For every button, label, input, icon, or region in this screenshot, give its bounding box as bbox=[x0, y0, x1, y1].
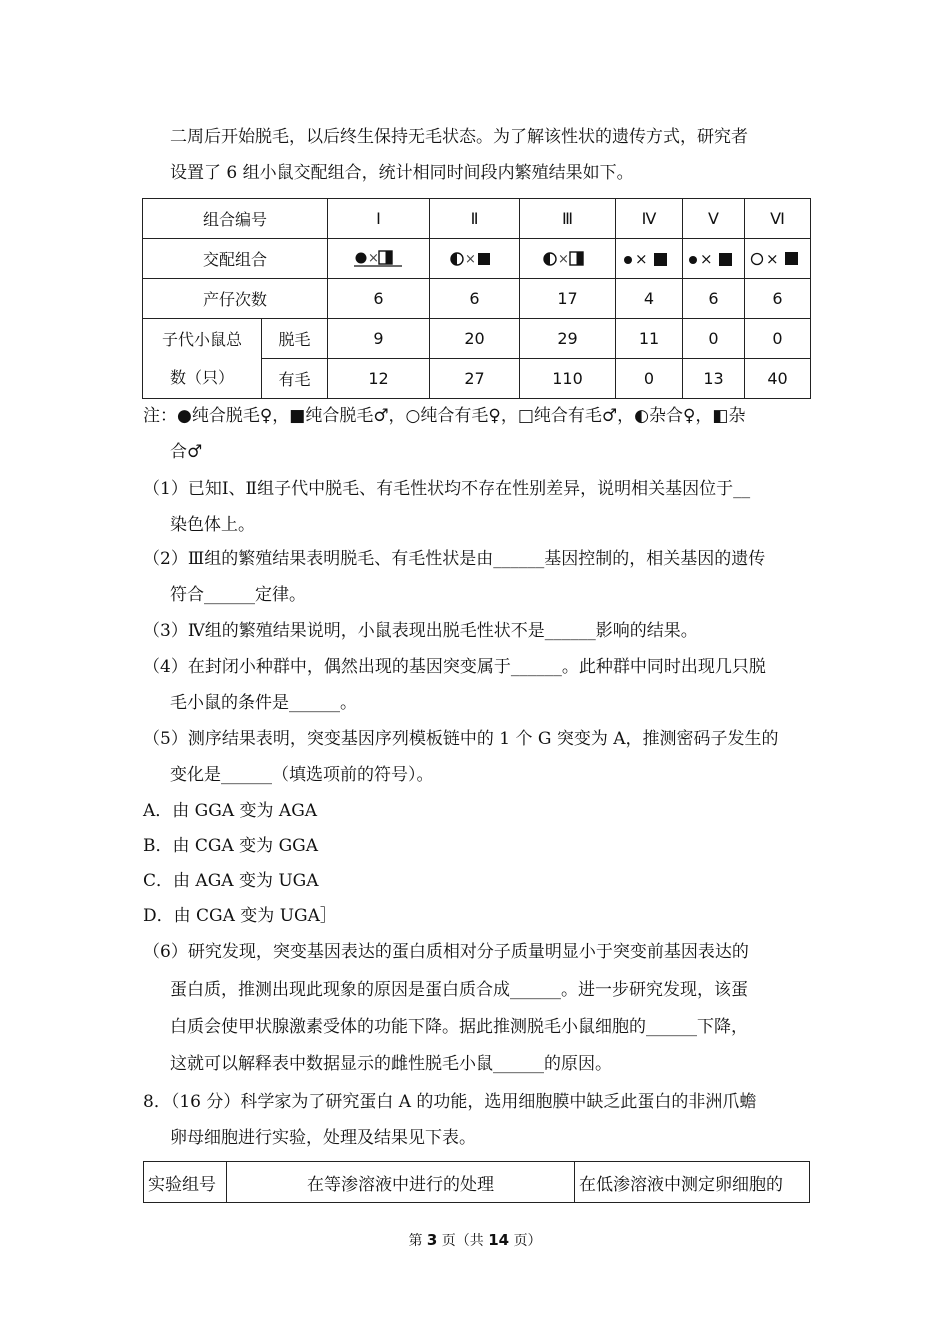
cross-label: 交配组合 bbox=[143, 239, 328, 279]
question-4-line-1: （4）在封闭小种群中，偶然出现的基因突变属于______。此种群中同时出现几只脱 bbox=[143, 657, 766, 677]
option-a: A．由 GGA 变为 AGA bbox=[143, 801, 318, 821]
haired-count: 12 bbox=[328, 359, 430, 399]
svg-text:×: × bbox=[367, 250, 379, 266]
svg-text:×: × bbox=[464, 251, 476, 267]
hairless-label: 脱毛 bbox=[262, 319, 328, 359]
question-4-line-2: 毛小鼠的条件是______。 bbox=[170, 693, 357, 713]
table-row-litters bbox=[143, 279, 811, 319]
question-6-line-3: 白质会使甲状腺激素受体的功能下降。据此推测脱毛小鼠细胞的______下降， bbox=[170, 1017, 748, 1037]
cross-cell-6 bbox=[745, 239, 811, 279]
litter-count: 4 bbox=[616, 279, 683, 319]
offspring-label bbox=[143, 319, 262, 399]
cross-symbol-full-circle-x-full-square-icon bbox=[621, 247, 677, 271]
haired-count: 27 bbox=[430, 359, 520, 399]
cross-symbol-half-circle-x-half-square-icon bbox=[541, 247, 595, 271]
col-isotonic-treatment: 在等渗溶液中进行的处理 bbox=[227, 1162, 575, 1203]
cross-cell-3 bbox=[520, 239, 616, 279]
hairless-count: 20 bbox=[430, 319, 520, 359]
question-1-line-2: 染色体上。 bbox=[170, 515, 255, 535]
offspring-label-line-1: 子代小鼠总 bbox=[161, 329, 242, 349]
litters-label: 产仔次数 bbox=[143, 279, 328, 319]
haired-count: 110 bbox=[520, 359, 616, 399]
haired-label: 有毛 bbox=[262, 359, 328, 399]
intro-line-2: 设置了 6 组小鼠交配组合，统计相同时间段内繁殖结果如下。 bbox=[170, 163, 634, 183]
group-id: Ⅴ bbox=[683, 199, 745, 239]
question-2-line-1: （2）Ⅲ组的繁殖结果表明脱毛、有毛性状是由______基因控制的，相关基因的遗传 bbox=[143, 549, 766, 569]
group-id: Ⅰ bbox=[328, 199, 430, 239]
cross-cell-2 bbox=[430, 239, 520, 279]
hairless-count: 9 bbox=[328, 319, 430, 359]
cross-symbol-full-circle-x-half-square-icon bbox=[352, 247, 406, 271]
footer-total-pages: 14 bbox=[488, 1231, 510, 1249]
litter-count: 17 bbox=[520, 279, 616, 319]
question-8-line-2: 卵母细胞进行实验，处理及结果见下表。 bbox=[170, 1128, 476, 1148]
haired-count: 40 bbox=[745, 359, 811, 399]
group-id: Ⅱ bbox=[430, 199, 520, 239]
hairless-count: 11 bbox=[616, 319, 683, 359]
svg-text:×: × bbox=[635, 249, 648, 268]
question-8-line-1: 8．（16 分）科学家为了研究蛋白 A 的功能，选用细胞膜中缺乏此蛋白的非洲爪蟾 bbox=[143, 1092, 757, 1112]
group-id: Ⅵ bbox=[745, 199, 811, 239]
litter-count: 6 bbox=[683, 279, 745, 319]
intro-line-1: 二周后开始脱毛，以后终生保持无毛状态。为了解该性状的遗传方式，研究者 bbox=[170, 127, 748, 147]
question-6-line-1: （6）研究发现，突变基因表达的蛋白质相对分子质量明显小于突变前基因表达的 bbox=[143, 942, 749, 962]
table-row-header bbox=[144, 1162, 810, 1203]
table-row-hairless bbox=[143, 319, 811, 359]
haired-count: 0 bbox=[616, 359, 683, 399]
footer-suffix: 页） bbox=[513, 1233, 542, 1249]
offspring-label-line-2: 数（只） bbox=[169, 367, 234, 387]
cross-symbol-half-circle-x-full-square-icon bbox=[448, 247, 502, 271]
breeding-results-table bbox=[142, 198, 811, 399]
cross-symbol-full-circle-x-full-square-icon bbox=[686, 247, 742, 271]
col-hypotonic-measurement: 在低渗溶液中测定卵细胞的 bbox=[575, 1162, 810, 1203]
question-6-line-4: 这就可以解释表中数据显示的雌性脱毛小鼠______的原因。 bbox=[170, 1054, 612, 1074]
experiment-table bbox=[143, 1161, 810, 1203]
haired-count: 13 bbox=[683, 359, 745, 399]
svg-text:×: × bbox=[765, 249, 779, 268]
question-2-line-2: 符合______定律。 bbox=[170, 585, 306, 605]
option-d: D．由 CGA 变为 UGA］ bbox=[143, 906, 337, 926]
table-row-crosses bbox=[143, 239, 811, 279]
svg-text:×: × bbox=[557, 251, 569, 267]
footer-mid: 页（共 bbox=[441, 1233, 484, 1249]
table-row-group-ids bbox=[143, 199, 811, 239]
page-footer bbox=[0, 1230, 950, 1250]
hairless-count: 0 bbox=[745, 319, 811, 359]
group-id: Ⅲ bbox=[520, 199, 616, 239]
question-1-line-1: （1）已知Ⅰ、Ⅱ组子代中脱毛、有毛性状均不存在性别差异，说明相关基因位于__ bbox=[143, 479, 751, 499]
option-c: C．由 AGA 变为 UGA bbox=[143, 871, 319, 891]
option-b: B．由 CGA 变为 GGA bbox=[143, 836, 319, 856]
note-line-2: 合♂ bbox=[170, 442, 203, 462]
question-6-line-2: 蛋白质，推测出现此现象的原因是蛋白质合成______。进一步研究发现，该蛋 bbox=[170, 980, 748, 1000]
col-experiment-group: 实验组号 bbox=[144, 1162, 227, 1203]
cross-cell-4 bbox=[616, 239, 683, 279]
hairless-count: 29 bbox=[520, 319, 616, 359]
svg-text:×: × bbox=[699, 249, 713, 268]
question-5-line-2: 变化是______（填选项前的符号）。 bbox=[170, 765, 434, 785]
question-3: （3）Ⅳ组的繁殖结果说明，小鼠表现出脱毛性状不是______影响的结果。 bbox=[143, 621, 698, 641]
footer-prefix: 第 bbox=[408, 1233, 423, 1249]
hairless-count: 0 bbox=[683, 319, 745, 359]
group-id: Ⅳ bbox=[616, 199, 683, 239]
litter-count: 6 bbox=[745, 279, 811, 319]
cross-symbol-open-circle-x-full-square-icon bbox=[749, 247, 807, 271]
header-label: 组合编号 bbox=[143, 199, 328, 239]
footer-page-number: 3 bbox=[426, 1231, 438, 1249]
note-line-1: 注：●纯合脱毛♀，■纯合脱毛♂，○纯合有毛♀，□纯合有毛♂，◐杂合♀，◧杂 bbox=[143, 406, 746, 426]
question-5-line-1: （5）测序结果表明，突变基因序列模板链中的 1 个 G 突变为 A，推测密码子发生的 bbox=[143, 729, 779, 749]
litter-count: 6 bbox=[328, 279, 430, 319]
litter-count: 6 bbox=[430, 279, 520, 319]
cross-cell-5 bbox=[683, 239, 745, 279]
cross-cell-1 bbox=[328, 239, 430, 279]
